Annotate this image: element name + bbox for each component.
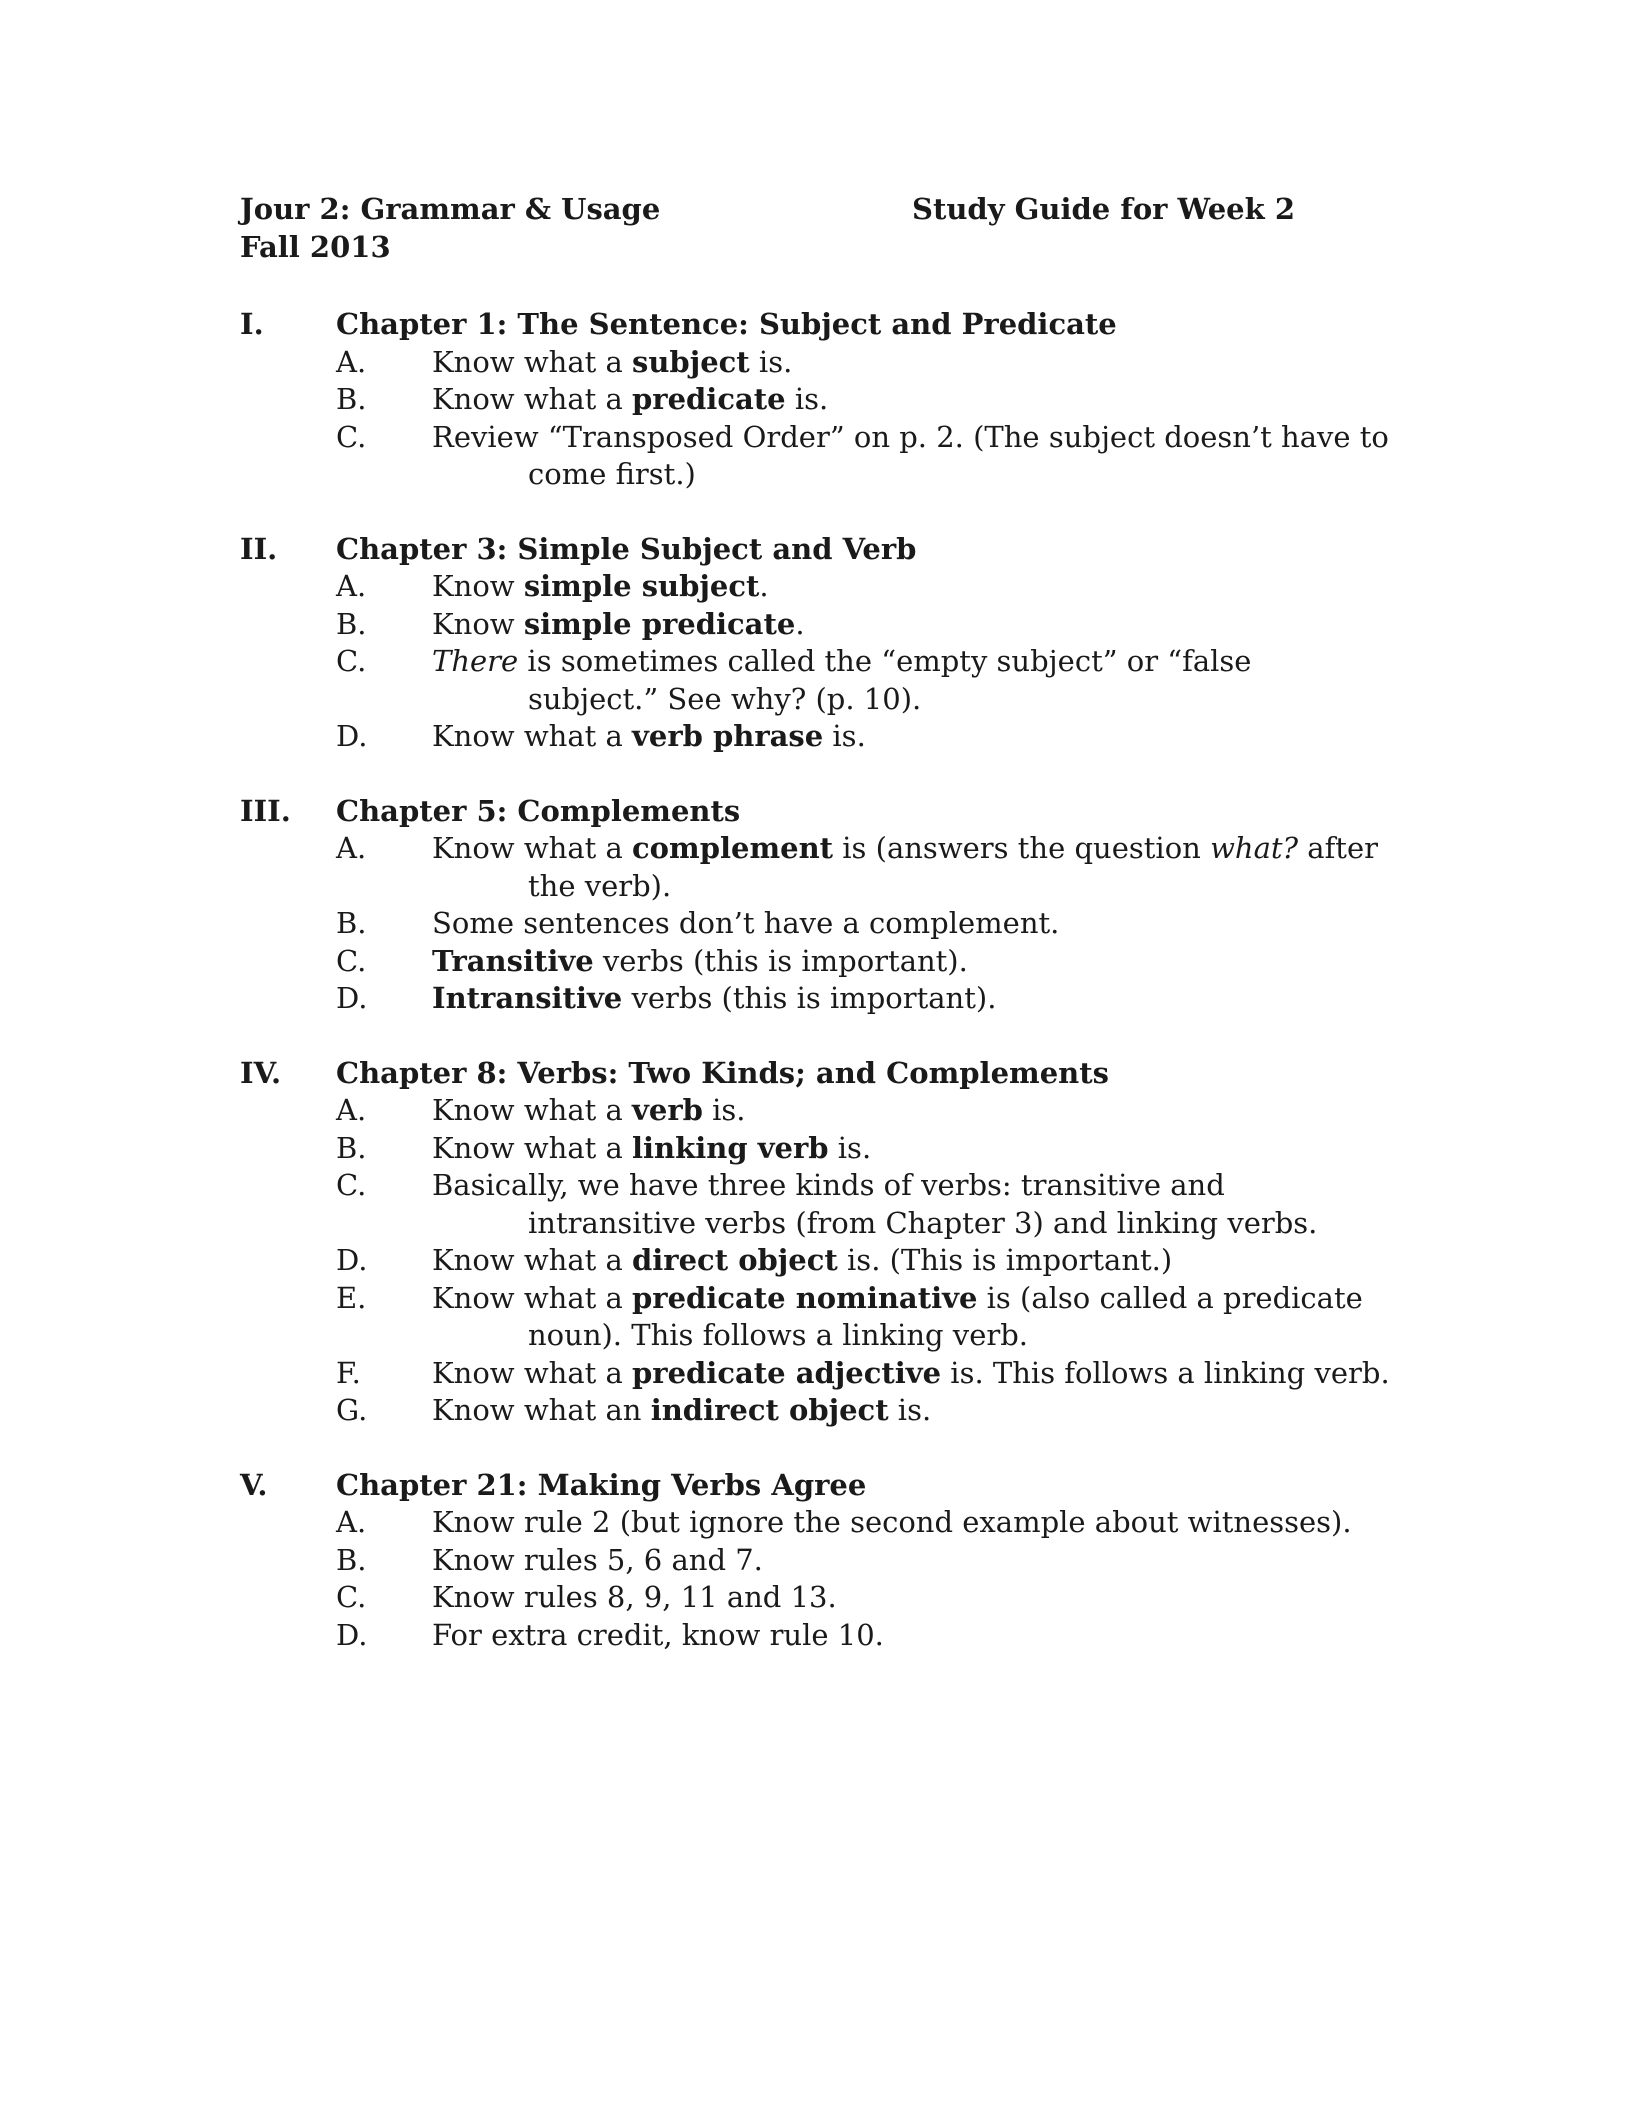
- outline-item: [240, 643, 1390, 718]
- item-text: [432, 1092, 1390, 1130]
- item-text-run: is.: [749, 344, 793, 379]
- outline-item: [240, 1242, 1390, 1280]
- section-heading: [240, 1467, 1390, 1505]
- study-outline: [240, 306, 1390, 1691]
- key-term: predicate nominative: [632, 1280, 978, 1315]
- key-term: verb phrase: [632, 719, 824, 753]
- term-label: Fall 2013: [240, 230, 391, 264]
- item-text-run: is.: [823, 719, 866, 753]
- key-term: simple predicate: [523, 606, 796, 641]
- item-text-run: Review “Transposed Order” on p. 2. (The subject doesn’t have to come first.): [432, 419, 1389, 491]
- item-text-run: Know what a: [432, 719, 633, 753]
- outline-section: [240, 1467, 1390, 1655]
- item-letter: B.: [336, 1130, 367, 1165]
- item-text: [432, 643, 1390, 718]
- outline-item: [240, 1392, 1390, 1430]
- item-letter: G.: [336, 1393, 368, 1427]
- item-letter: B.: [336, 1542, 367, 1577]
- outline-section: [240, 306, 1390, 494]
- item-letter: B.: [336, 382, 367, 416]
- item-text-run: verbs (this is important).: [593, 943, 968, 978]
- item-text: [432, 943, 1390, 981]
- item-letter: D.: [336, 1243, 368, 1277]
- item-letter: C.: [336, 943, 367, 978]
- key-term: simple subject: [523, 569, 760, 603]
- outline-item: [240, 1542, 1390, 1580]
- item-text-run: .: [759, 569, 769, 603]
- chapter-title: Chapter 5: Complements: [336, 793, 741, 828]
- item-text-run: Know what a: [432, 1243, 633, 1277]
- item-letter: B.: [336, 606, 367, 641]
- section-heading: [240, 1055, 1390, 1093]
- outline-item: [240, 568, 1390, 606]
- item-letter: C.: [336, 419, 367, 454]
- item-text-run: Know rules 5, 6 and 7.: [432, 1542, 763, 1577]
- outline-item: [240, 943, 1390, 981]
- section-numeral: V.: [240, 1467, 268, 1502]
- item-text: [432, 419, 1390, 494]
- item-text: [432, 606, 1390, 644]
- outline-item: [240, 344, 1390, 382]
- key-term: predicate: [632, 382, 786, 416]
- outline-item: [240, 830, 1390, 905]
- item-text-run: Know what a: [432, 1093, 633, 1127]
- item-text: [432, 1392, 1390, 1430]
- emphasis-text: what?: [1210, 831, 1299, 865]
- item-text-run: For extra credit, know rule 10.: [432, 1617, 884, 1652]
- item-letter: A.: [336, 344, 367, 379]
- item-text-run: verbs (this is important).: [622, 981, 997, 1015]
- document-header: [240, 190, 1340, 266]
- item-text: [432, 1130, 1390, 1168]
- item-text-run: Some sentences don’t have a complement.: [432, 906, 1060, 940]
- outline-item: [240, 419, 1390, 494]
- item-text: [432, 344, 1390, 382]
- item-text: [432, 980, 1390, 1018]
- outline-item: [240, 606, 1390, 644]
- item-text-run: Know what a: [432, 382, 633, 416]
- item-text: [432, 1542, 1390, 1580]
- item-text: [432, 1617, 1390, 1655]
- item-text-run: is.: [785, 382, 829, 416]
- item-letter: B.: [336, 906, 367, 940]
- outline-item: [240, 718, 1390, 756]
- chapter-title: Chapter 21: Making Verbs Agree: [336, 1467, 867, 1502]
- outline-item: [240, 1355, 1390, 1393]
- section-numeral: IV.: [240, 1055, 282, 1090]
- item-text-run: after the verb).: [528, 831, 1378, 903]
- outline-item: [240, 1504, 1390, 1542]
- item-text-run: is.: [828, 1130, 872, 1165]
- item-letter: D.: [336, 719, 368, 753]
- item-letter: A.: [336, 831, 367, 865]
- item-letter: E.: [336, 1280, 367, 1315]
- key-term: verb: [632, 1093, 703, 1127]
- item-letter: F.: [336, 1355, 361, 1390]
- outline-section: [240, 531, 1390, 756]
- key-term: subject: [632, 344, 750, 379]
- outline-item: [240, 980, 1390, 1018]
- item-letter: A.: [336, 1093, 367, 1127]
- outline-section: [240, 793, 1390, 1018]
- item-text: [432, 1167, 1390, 1242]
- item-text-run: Know: [432, 569, 524, 603]
- item-letter: A.: [336, 569, 367, 603]
- item-letter: D.: [336, 981, 368, 1015]
- key-term: Intransitive: [432, 981, 623, 1015]
- item-text-run: is (also called a predicate noun). This follows a linking verb.: [528, 1280, 1363, 1352]
- item-text-run: Know what a: [432, 831, 633, 865]
- outline-item: [240, 1130, 1390, 1168]
- outline-section: [240, 1055, 1390, 1430]
- outline-item: [240, 1167, 1390, 1242]
- outline-item: [240, 1280, 1390, 1355]
- item-letter: C.: [336, 1168, 367, 1202]
- section-heading: [240, 793, 1390, 831]
- outline-item: [240, 381, 1390, 419]
- item-text: [432, 1504, 1390, 1542]
- item-text: [432, 568, 1390, 606]
- outline-item: [240, 1579, 1390, 1617]
- item-text: [432, 905, 1390, 943]
- chapter-title: Chapter 1: The Sentence: Subject and Predicate: [336, 307, 1117, 341]
- item-text: [432, 1579, 1390, 1617]
- item-text-run: is.: [702, 1093, 746, 1127]
- item-letter: A.: [336, 1505, 367, 1539]
- item-text-run: Know rule 2 (but ignore the second example about witnesses).: [432, 1505, 1352, 1539]
- key-term: indirect object: [650, 1393, 889, 1427]
- section-numeral: I.: [240, 307, 264, 341]
- outline-item: [240, 1092, 1390, 1130]
- item-text: [432, 381, 1390, 419]
- section-numeral: III.: [240, 793, 291, 828]
- item-text-run: is. This follows a linking verb.: [941, 1355, 1390, 1390]
- item-text-run: Know what a: [432, 344, 633, 379]
- item-text-run: Know rules 8, 9, 11 and 13.: [432, 1580, 837, 1614]
- chapter-title: Chapter 8: Verbs: Two Kinds; and Complements: [336, 1055, 1109, 1090]
- item-letter: C.: [336, 644, 367, 678]
- course-title: Jour 2: Grammar & Usage: [240, 192, 661, 226]
- item-text-run: is sometimes called the “empty subject” or “false subject.” See why? (p. 10).: [518, 644, 1252, 716]
- item-text: [432, 718, 1390, 756]
- item-text-run: Know: [432, 606, 524, 641]
- item-text: [432, 1355, 1390, 1393]
- key-term: complement: [632, 831, 834, 865]
- item-text-run: is. (This is important.): [837, 1243, 1173, 1277]
- item-text: [432, 830, 1390, 905]
- item-text: [432, 1280, 1390, 1355]
- chapter-title: Chapter 3: Simple Subject and Verb: [336, 531, 917, 566]
- key-term: predicate adjective: [632, 1355, 942, 1390]
- item-text-run: Basically, we have three kinds of verbs: transitive and intransitive verbs (from Chapter 3) and linking verbs.: [432, 1168, 1318, 1240]
- section-heading: [240, 306, 1390, 344]
- key-term: direct object: [632, 1243, 838, 1277]
- item-text-run: Know what a: [432, 1355, 633, 1390]
- item-text-run: Know what a: [432, 1280, 633, 1315]
- section-heading: [240, 531, 1390, 569]
- item-text-run: is (answers the question: [833, 831, 1211, 865]
- emphasis-text: There: [432, 644, 519, 678]
- guide-title: Study Guide for Week 2: [912, 192, 1296, 226]
- item-letter: D.: [336, 1617, 368, 1652]
- item-text-run: Know what a: [432, 1130, 633, 1165]
- key-term: linking verb: [632, 1130, 829, 1165]
- outline-item: [240, 905, 1390, 943]
- item-text-run: Know what an: [432, 1393, 651, 1427]
- item-text-run: is.: [888, 1393, 932, 1427]
- outline-item: [240, 1617, 1390, 1655]
- section-numeral: II.: [240, 531, 278, 566]
- key-term: Transitive: [432, 943, 594, 978]
- item-letter: C.: [336, 1580, 367, 1614]
- item-text-run: .: [795, 606, 805, 641]
- item-text: [432, 1242, 1390, 1280]
